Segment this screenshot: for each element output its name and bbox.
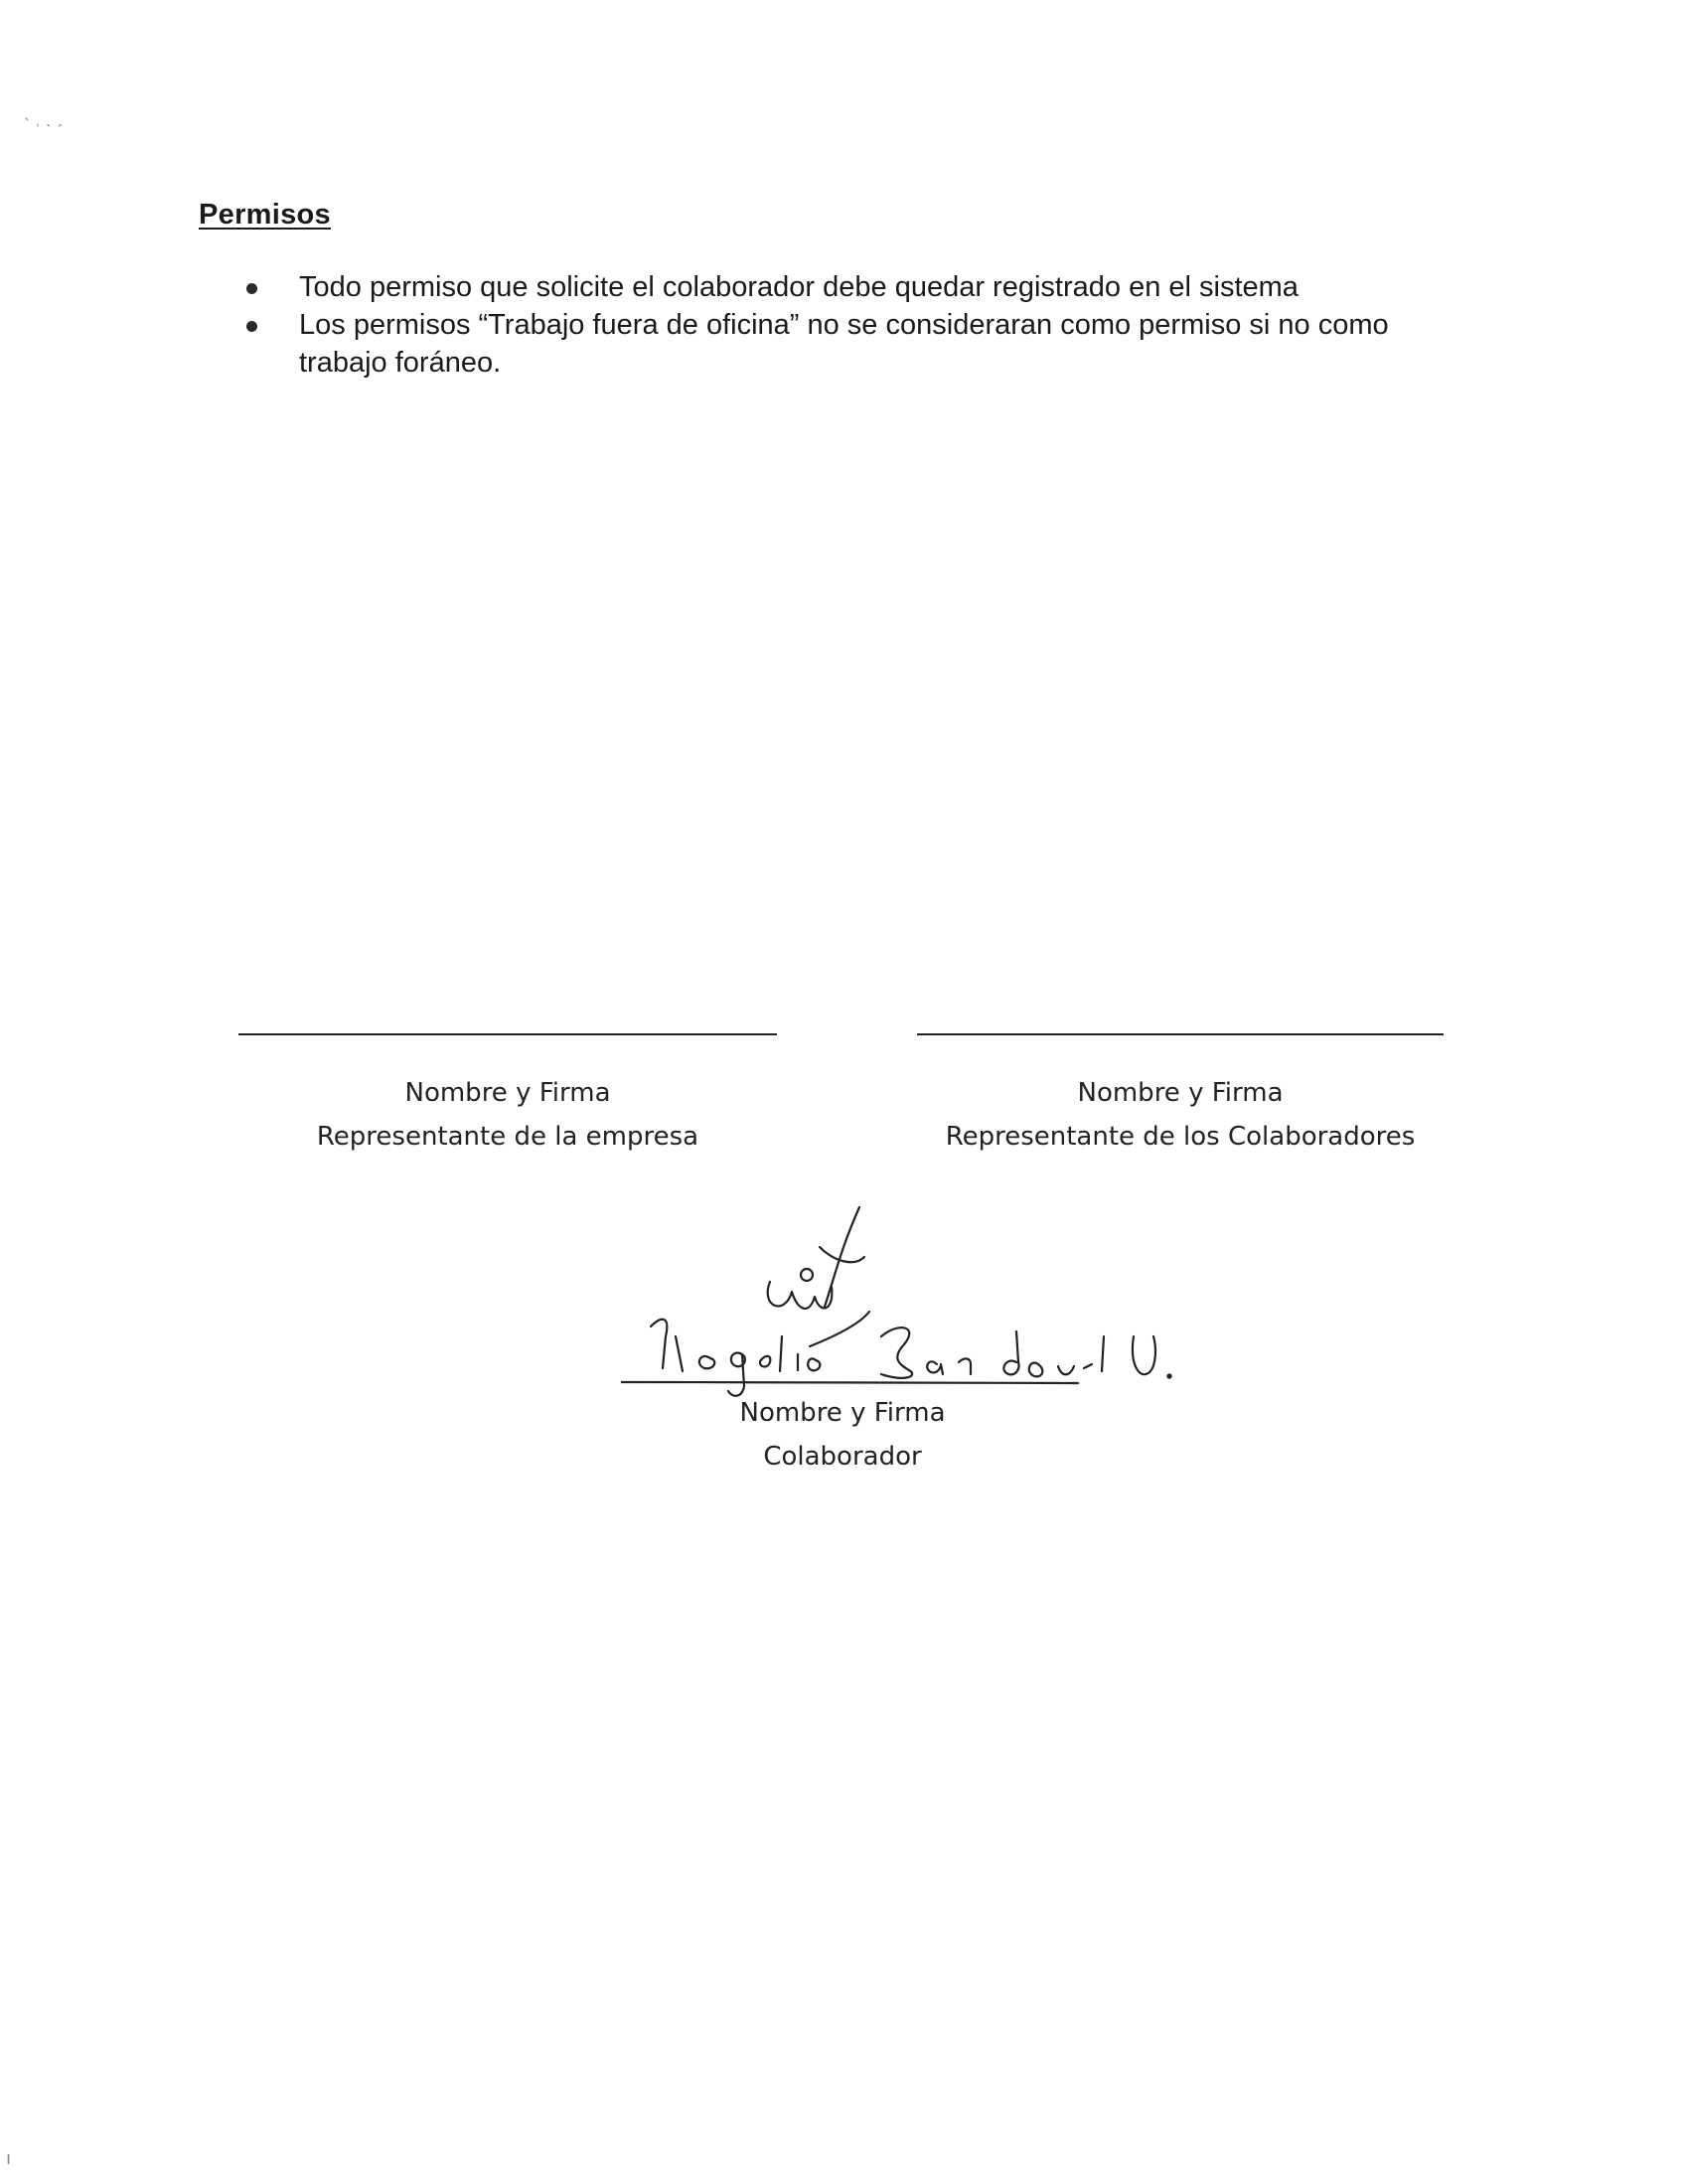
bullet-item	[246, 268, 1468, 306]
bullet-item	[246, 306, 1468, 382]
scan-mark-bottom-left: ı	[6, 2148, 12, 2168]
signature-line-company	[238, 1033, 777, 1035]
signature-line-collaborators-rep	[917, 1033, 1444, 1035]
caption-line1: Nombre y Firma	[404, 1078, 611, 1108]
caption-line1: Nombre y Firma	[1077, 1078, 1284, 1108]
caption-line1: Nombre y Firma	[739, 1398, 946, 1428]
bullet-text: Todo permiso que solicite el colaborador debe quedar registrado en el sistema	[299, 271, 1299, 303]
bullet-icon	[246, 321, 257, 332]
caption-line2: Colaborador	[763, 1442, 922, 1472]
handwritten-signature	[621, 1187, 1177, 1406]
bullet-text: Los permisos “Trabajo fuera de oficina” no se consideraran como permiso si no como trabajo foráneo.	[299, 309, 1389, 379]
scan-mark-top-left: ˴ ˌ ˎ ˏ	[24, 107, 63, 127]
bullet-list	[246, 268, 1468, 382]
signature-caption-company	[238, 1071, 777, 1159]
signature-caption-collaborators-rep	[917, 1071, 1444, 1159]
bullet-icon	[246, 283, 257, 294]
caption-line2: Representante de los Colaboradores	[945, 1122, 1416, 1152]
signature-caption-collaborator	[584, 1391, 1101, 1479]
caption-line2: Representante de la empresa	[316, 1122, 699, 1152]
section-title: Permisos	[199, 199, 331, 231]
